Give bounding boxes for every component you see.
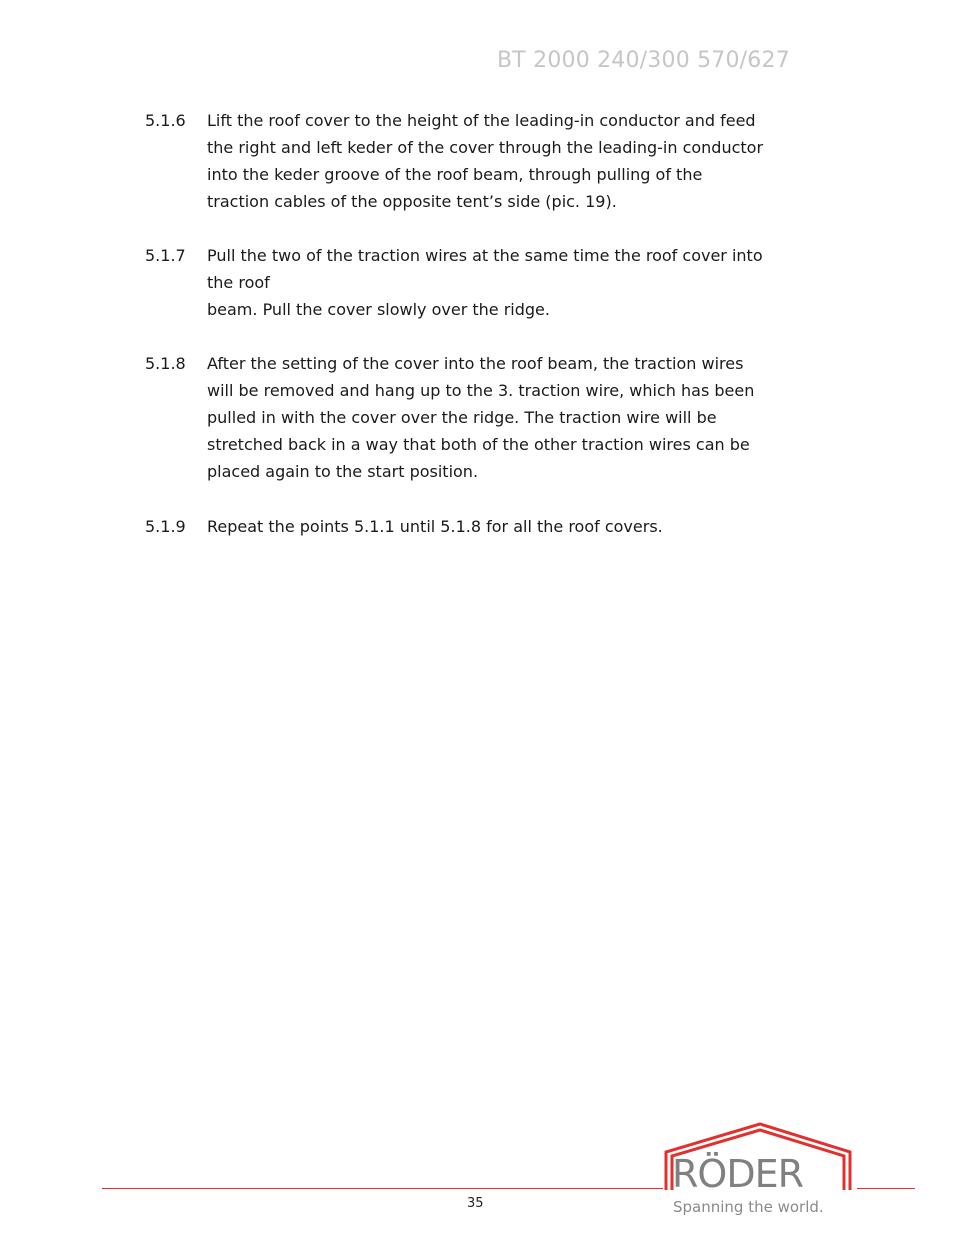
section-5-1-8: [145, 350, 825, 485]
section-5-1-7: [145, 242, 825, 323]
section-text: [207, 350, 817, 485]
logo-wordmark: RÖDER: [672, 1152, 803, 1196]
section-text: [207, 242, 817, 323]
page-number: 35: [467, 1196, 484, 1211]
roder-logo: [660, 1118, 860, 1218]
section-text: [207, 107, 817, 215]
section-number: 5.1.6: [145, 111, 186, 130]
footer-divider-left: [102, 1188, 663, 1189]
text-line: into the keder groove of the roof beam, through pulling of the: [207, 165, 703, 184]
logo-tagline: Spanning the world.: [673, 1198, 824, 1216]
footer-divider-right: [857, 1188, 915, 1189]
text-line: beam. Pull the cover slowly over the ridge.: [207, 300, 550, 319]
section-5-1-9: [145, 513, 825, 540]
text-line: Repeat the points 5.1.1 until 5.1.8 for all the roof covers.: [207, 517, 663, 536]
text-line: Pull the two of the traction wires at the same time the roof cover into: [207, 246, 763, 265]
text-line: the right and left keder of the cover through the leading-in conductor: [207, 138, 764, 157]
section-number: 5.1.8: [145, 354, 186, 373]
document-title: BT 2000 240/300 570/627: [497, 48, 790, 73]
section-number: 5.1.7: [145, 246, 186, 265]
text-line: the roof: [207, 273, 270, 292]
text-line: stretched back in a way that both of the other traction wires can be: [207, 435, 750, 454]
section-text: [207, 513, 817, 540]
text-line: Lift the roof cover to the height of the leading-in conductor and feed: [207, 111, 756, 130]
text-line: pulled in with the cover over the ridge. The traction wire will be: [207, 408, 717, 427]
text-line: will be removed and hang up to the 3. traction wire, which has been: [207, 381, 755, 400]
text-line: traction cables of the opposite tent’s side (pic. 19).: [207, 192, 617, 211]
section-5-1-6: [145, 107, 825, 215]
text-line: After the setting of the cover into the roof beam, the traction wires: [207, 354, 744, 373]
text-line: placed again to the start position.: [207, 462, 479, 481]
section-number: 5.1.9: [145, 517, 186, 536]
